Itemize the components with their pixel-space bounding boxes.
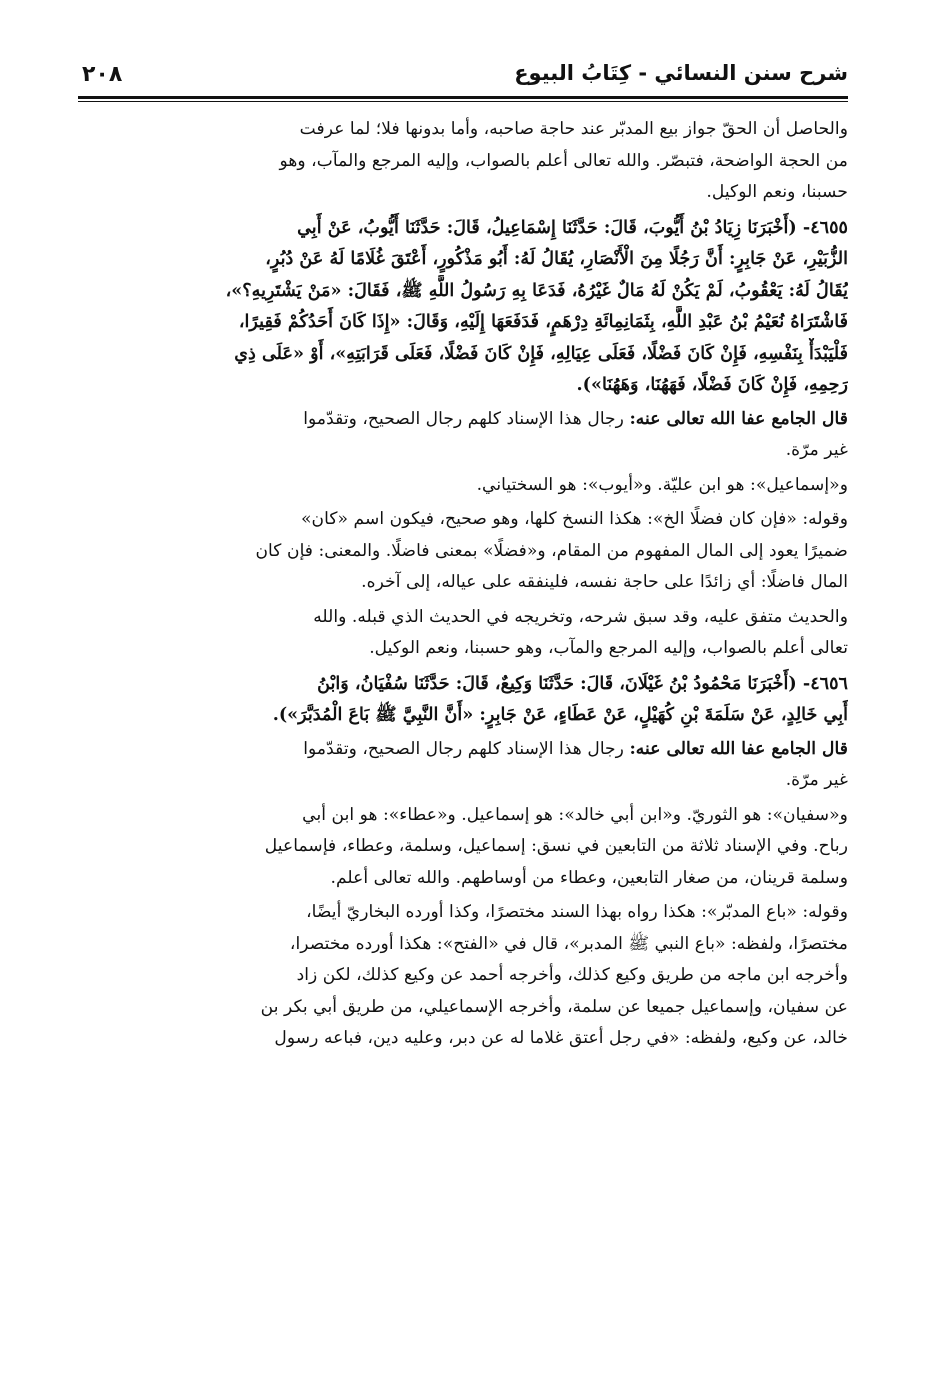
text-line: الزُّبَيْرِ، عَنْ جَابِرٍ: أَنَّ رَجُلًا مِنَ الْأَنْصَارِ، يُقَالُ لَهُ: أَبُو مَذْكُورٍ، أَعْتَقَ غُلَامًا لَهُ عَنْ دُبُرٍ، — [265, 248, 848, 269]
text-line: من الحجة الواضحة، فتبصّر. والله تعالى أعلم بالصواب، وإليه المرجع والمآب، وهو — [279, 150, 848, 171]
commentary-paragraph — [78, 734, 848, 797]
line-text: رجال هذا الإسناد كلهم رجال الصحيح، وتقدّموا — [303, 738, 630, 759]
commentary-paragraph — [78, 800, 848, 895]
text-line: و«سفيان»: هو الثوريّ. و«ابن أبي خالد»: هو إسماعيل. و«عطاء»: هو ابن أبي — [302, 804, 848, 825]
text-line: والحاصل أن الحقّ جواز بيع المدبّر عند حاجة صاحبه، وأما بدونها فلا؛ لما عرفت — [299, 119, 848, 139]
header-rule-thick — [78, 96, 848, 99]
text-line: عن سفيان، وإسماعيل جميعا عن سلمة، وأخرجه الإسماعيلي، من طريق أبي بكر بن — [260, 996, 848, 1017]
book-page — [78, 52, 848, 1058]
text-line: وقوله: «فإن كان فضلًا الخ»: هكذا النسخ كلها، وهو صحيح، فيكون اسم «كان» — [300, 509, 848, 529]
text-line: تعالى أعلم بالصواب، وإليه المرجع والمآب، وهو حسبنا، ونعم الوكيل. — [369, 638, 848, 658]
commentary-paragraph — [78, 114, 848, 209]
text-line: ٤٦٥٦- (أَخْبَرَنَا مَحْمُودُ بْنُ غَيْلَانَ، قَالَ: حَدَّثَنَا وَكِيعٌ، قَالَ: حَدَّثَنَا سُفْيَانُ، وَابْنُ — [317, 672, 848, 694]
commentary-paragraph — [78, 504, 848, 599]
page-body — [78, 114, 848, 1058]
text-line: خالد، عن وكيع، ولفظه: «في رجل أعتق غلاما له عن دبر، وعليه دين، فباعه رسول — [274, 1028, 848, 1048]
text-line: حسبنا، ونعم الوكيل. — [706, 182, 848, 202]
text-line: غير مرّة. — [785, 440, 848, 460]
text-line: المال فاضلًا: أي زائدًا على حاجة نفسه، فلينفقه على عياله، إلى آخره. — [361, 572, 848, 592]
text-line: وسلمة قرينان، من صغار التابعين، وعطاء من أوساطهم. والله تعالى أعلم. — [330, 867, 848, 888]
paragraph-gap — [78, 1055, 848, 1058]
text-line: رَحِمِهِ، فَإِنْ كَانَ فَضْلًا، فَهَهُنَا، وَهَهُنَا»). — [576, 374, 848, 395]
commentary-paragraph — [78, 897, 848, 1055]
text-line: و«إسماعيل»: هو ابن عليّة. و«أيوب»: هو السختياني. — [476, 474, 848, 495]
commentary-paragraph — [78, 602, 848, 665]
commentary-lead: قال الجامع عفا الله تعالى عنه: — [629, 408, 848, 429]
commentary-paragraph — [78, 404, 848, 467]
text-line: وقوله: «باع المدبّر»: هكذا رواه بهذا السند مختصرًا، وكذا أورده البخاريّ أيضًا، — [306, 902, 848, 922]
text-line: أَبِي خَالِدٍ، عَنْ سَلَمَةَ بْنِ كُهَيْلٍ، عَنْ عَطَاءٍ، عَنْ جَابِرٍ: «أَنَّ النَّبِيَّ ﷺ بَاعَ الْمُدَبَّرَ»). — [272, 704, 848, 725]
page-header — [78, 52, 848, 94]
text-line: وأخرجه ابن ماجه من طريق وكيع كذلك، وأخرجه أحمد عن وكيع كذلك، لكن زاد — [296, 965, 848, 985]
header-rule-thin — [78, 101, 848, 102]
text-line: والحديث متفق عليه، وقد سبق شرحه، وتخريجه في الحديث الذي قبله. والله — [313, 606, 848, 627]
text-line — [78, 734, 848, 766]
commentary-lead: قال الجامع عفا الله تعالى عنه: — [629, 738, 848, 759]
text-line — [78, 404, 848, 436]
text-line: غير مرّة. — [785, 770, 848, 790]
text-line: يُقَالُ لَهُ: يَعْقُوبُ، لَمْ يَكُنْ لَهُ مَالٌ غَيْرُهُ، فَدَعَا بِهِ رَسُولُ اللَّهِ ﷺ، فَقَالَ: «مَنْ يَشْتَرِيهِ؟»، — [225, 279, 848, 301]
hadith-text — [78, 212, 848, 401]
text-line: ضميرًا يعود إلى المال المفهوم من المقام، و«فضلًا» بمعنى فاضلًا. والمعنى: فإن كان — [255, 540, 848, 561]
text-line: ٤٦٥٥- (أَخْبَرَنَا زِيَادُ بْنُ أَيُّوبَ، قَالَ: حَدَّثَنَا إِسْمَاعِيلُ، قَالَ: حَدَّثَنَا أَيُّوبُ، عَنْ أَبِي — [297, 216, 848, 238]
running-title: شرح سنن النسائي - كِتَابُ البيوع — [514, 61, 848, 85]
text-line: فَلْيَبْدَأْ بِنَفْسِهِ، فَإِنْ كَانَ فَضْلًا، فَعَلَى عِيَالِهِ، فَإِنْ كَانَ فَضْلًا، فَعَلَى قَرَابَتِهِ»، أَوْ «عَلَى ذِي — [234, 342, 848, 364]
commentary-paragraph — [78, 470, 848, 502]
text-line: رباح. وفي الإسناد ثلاثة من التابعين في نسق: إسماعيل، وسلمة، وعطاء، فإسماعيل — [264, 836, 848, 856]
hadith-text — [78, 668, 848, 731]
page-number: ٢٠٨ — [82, 62, 123, 87]
text-line: مختصرًا، ولفظه: «باع النبي ﷺ المدبر»، قال في «الفتح»: هكذا أورده مختصرا، — [289, 933, 848, 954]
line-text: رجال هذا الإسناد كلهم رجال الصحيح، وتقدّموا — [303, 408, 630, 429]
text-line: فَاشْتَرَاهُ نُعَيْمُ بْنُ عَبْدِ اللَّهِ، بِثَمَانِمِائَةِ دِرْهَمٍ، فَدَفَعَهَا إِلَيْهِ، وَقَالَ: «إِذَا كَانَ أَحَدُكُمْ فَقِيرًا، — [238, 311, 848, 332]
